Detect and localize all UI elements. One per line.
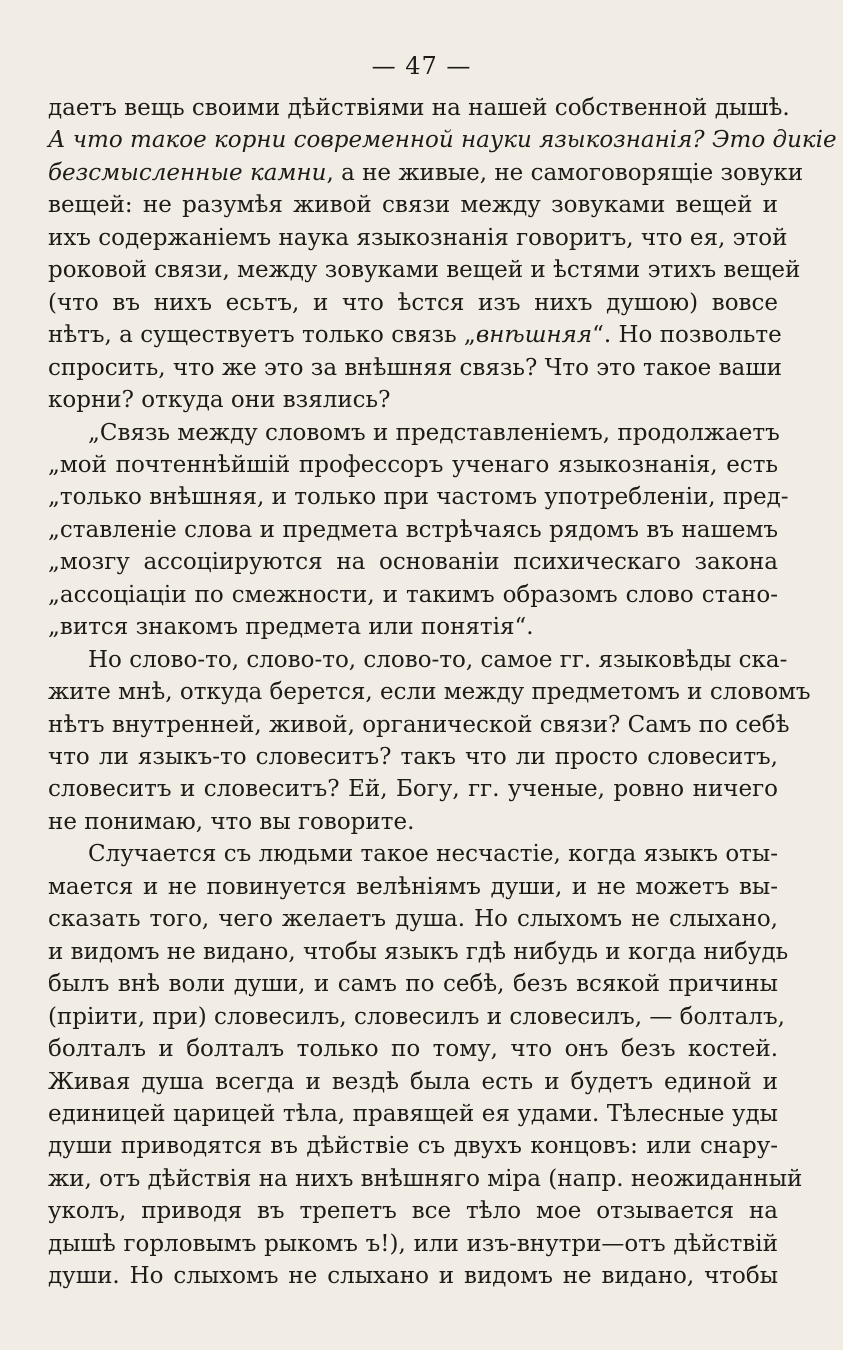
text-segment: Но слово-то, слово-то, слово-то, самое гг. языковѣды ска- <box>88 646 788 673</box>
text-line <box>48 287 778 319</box>
text-line <box>88 644 788 676</box>
text-segment: словеситъ и словеситъ? Ей, Богу, гг. ученые, ровно ничего <box>48 776 778 803</box>
italic-text: А что такое корни современной науки языкознанiя? Это дикiе <box>48 127 837 154</box>
text-segment: „ставленiе слова и предмета встрѣчаясь рядомъ въ нашемъ <box>48 516 778 543</box>
text-line <box>88 838 778 870</box>
text-line <box>48 319 782 351</box>
text-line <box>48 1163 803 1195</box>
text-segment: вещей: не разумѣя живой связи между зовуками вещей и <box>48 192 778 219</box>
text-line <box>48 676 811 708</box>
text-segment: жи, отъ дѣйствiя на нихъ внѣшняго мiра (напр. неожиданный <box>48 1165 803 1192</box>
text-line <box>48 124 837 156</box>
text-segment: Случается съ людьми такое несчастiе, когда языкъ оты- <box>88 841 778 868</box>
text-segment: “. Но позвольте <box>592 322 782 349</box>
text-line <box>48 968 778 1000</box>
text-line <box>48 1130 778 1162</box>
text-line <box>48 1228 778 1260</box>
text-segment: души. Но слыхомъ не слыхано и видомъ не видано, чтобы <box>48 1263 778 1290</box>
text-line <box>48 1066 778 1098</box>
text-segment: корни? откуда они взялись? <box>48 387 391 414</box>
text-segment: спросить, что же это за внѣшняя связь? Что это такое ваши <box>48 354 782 381</box>
text-segment: „вится знакомъ предмета или понятiя“. <box>48 614 534 641</box>
text-line <box>48 871 778 903</box>
text-segment: мается и не повинуется велѣнiямъ души, и не можетъ вы- <box>48 873 778 900</box>
text-line <box>48 806 778 838</box>
text-line <box>48 741 778 773</box>
text-segment: сказать того, чего желаетъ душа. Но слыхомъ не слыхано, <box>48 906 778 933</box>
text-segment: и видомъ не видано, чтобы языкъ гдѣ нибудь и когда нибудь <box>48 938 789 965</box>
text-line <box>48 773 778 805</box>
text-line <box>48 579 778 611</box>
text-line <box>48 1195 778 1227</box>
text-segment: нѣтъ, а существуетъ только связь „ <box>48 322 476 349</box>
italic-text: безсмысленные камни <box>48 159 327 186</box>
text-line <box>48 384 778 416</box>
text-line <box>48 92 790 124</box>
text-line <box>48 611 778 643</box>
text-segment: былъ внѣ воли души, и самъ по себѣ, безъ всякой причины <box>48 971 778 998</box>
text-line <box>48 709 790 741</box>
text-segment: болталъ и болталъ только по тому, что онъ безъ костей. <box>48 1036 778 1063</box>
text-line <box>48 903 778 935</box>
text-segment: нѣтъ внутренней, живой, органической связи? Самъ по себѣ <box>48 711 790 738</box>
text-segment: единицей царицей тѣла, правящей ея удами. Тѣлесные уды <box>48 1100 778 1127</box>
text-segment: (что въ нихъ есьтъ, и что ѣстся изъ нихъ душою) вовсе <box>48 289 778 316</box>
text-segment: души приводятся въ дѣйствiе съ двухъ концовъ: или снару- <box>48 1133 778 1160</box>
text-line <box>48 1260 778 1292</box>
text-segment: „Связь между словомъ и представленiемъ, продолжаетъ <box>88 419 780 446</box>
text-line <box>48 546 778 578</box>
text-segment: , а не живые, не самоговорящiе зовуки <box>326 159 804 186</box>
text-line <box>48 936 789 968</box>
text-segment: (прiити, при) словесилъ, словесилъ и словесилъ, — болталъ, <box>48 1003 785 1030</box>
text-segment: дышѣ горловымъ рыкомъ ъ!), или изъ-внутри—отъ дѣйствiй <box>48 1230 778 1257</box>
text-segment: не понимаю, что вы говорите. <box>48 808 415 835</box>
text-line <box>48 481 789 513</box>
text-segment: что ли языкъ-то словеситъ? такъ что ли просто словеситъ, <box>48 744 778 770</box>
text-segment: ихъ содержанiемъ наука языкознанiя говоритъ, что ея, этой <box>48 224 788 251</box>
text-segment: даетъ вещь своими дѣйствiями на нашей собственной дышѣ. <box>48 95 790 121</box>
text-segment: „мой почтеннѣйшiй профессоръ ученаго языкознанiя, есть <box>48 451 778 478</box>
text-line <box>48 157 804 189</box>
text-line <box>48 222 788 254</box>
text-line <box>48 1001 785 1033</box>
text-line <box>48 449 778 481</box>
text-line <box>48 1033 778 1065</box>
italic-text: внѣшняя <box>475 322 593 349</box>
text-line <box>48 514 778 546</box>
text-segment: „ассоцiацiи по смежности, и такимъ образомъ слово стано- <box>48 581 778 608</box>
text-segment: „мозгу ассоцiируются на основанiи психическаго закона <box>48 549 778 576</box>
text-line <box>48 1098 778 1130</box>
text-segment: уколъ, приводя въ трепетъ все тѣло мое отзывается на <box>48 1198 778 1225</box>
text-line <box>48 352 782 384</box>
text-segment: жите мнѣ, откуда берется, если между предметомъ и словомъ <box>48 679 811 706</box>
text-segment: „только внѣшняя, и только при частомъ употребленiи, пред- <box>48 484 789 511</box>
text-line <box>88 417 778 449</box>
text-line <box>48 254 801 286</box>
text-segment: Живая душа всегда и вездѣ была есть и будетъ единой и <box>48 1068 778 1095</box>
text-line <box>48 189 778 221</box>
page-number: — 47 — <box>371 52 472 80</box>
text-segment: роковой связи, между зовуками вещей и ѣстями этихъ вещей <box>48 257 801 284</box>
